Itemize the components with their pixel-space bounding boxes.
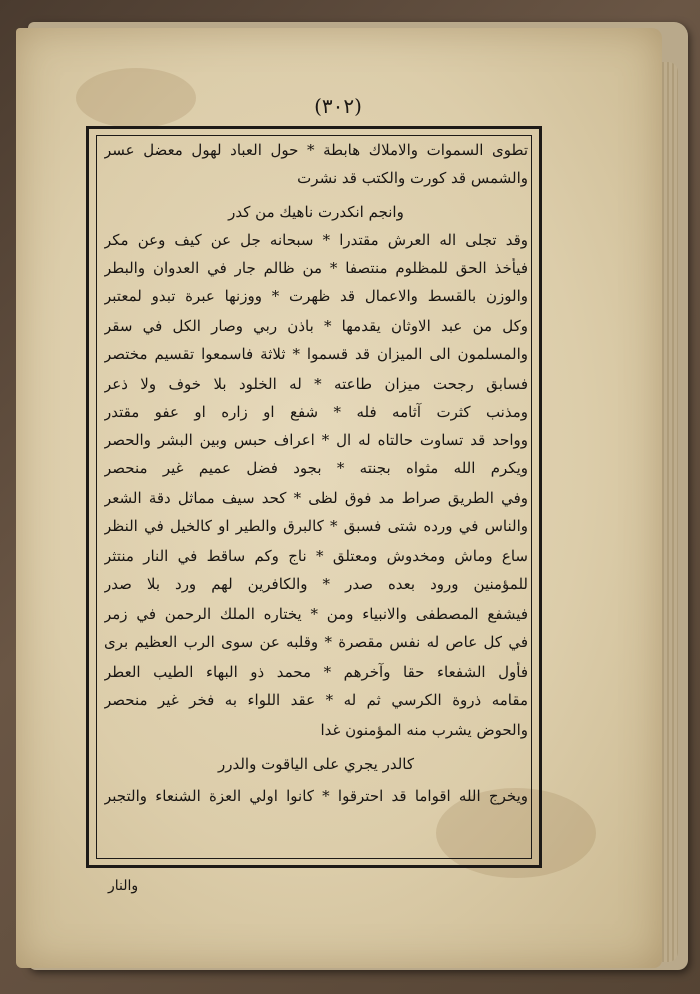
text-line: كالدر يجري على الياقوت والدرر [218, 755, 414, 773]
text-line: وكل من عبد الاوثان يقدمها * باذن ربي وصار الكل في سقر [104, 317, 528, 335]
text-line: والوزن بالقسط والاعمال قد ظهرت * ووزنها عبرة تبدو لمعتبر [104, 287, 528, 305]
text-line: والشمس قد كورت والكتب قد نشرت [297, 169, 528, 187]
text-line: والناس في ورده شتى فسبق * كالبرق والطير او كالخيل في النظر [104, 517, 528, 535]
text-line: فسابق رجحت ميزان طاعته * له الخلود بلا خوف ولا ذعر [104, 375, 528, 393]
text-line: ومذنب كثرت آثامه فله * شفع او زاره او عفو مقتدر [104, 403, 528, 421]
text-line: تطوى السموات والاملاك هابطة * حول العباد لهول معضل عسر [104, 141, 528, 159]
text-line: فيأخذ الحق للمظلوم منتصفا * من ظالم جار في العدوان والبطر [104, 259, 528, 277]
text-line: فأول الشفعاء حقا وآخرهم * محمد ذو البهاء الطيب العطر [104, 663, 528, 681]
text-line: ساع وماش ومخدوش ومعتلق * ناج وكم ساقط في النار منتثر [104, 547, 528, 565]
text-line: وواحد قد تساوت حالتاه له ال * اعراف حبس وبين البشر والحصر [104, 431, 528, 449]
page-number: (٣٠٢) [314, 94, 362, 118]
text-line: ويكرم الله مثواه بجنته * بجود فضل عميم غير منحصر [104, 459, 528, 477]
text-line: فيشفع المصطفى والانبياء ومن * يختاره الملك الرحمن في زمر [104, 605, 528, 623]
text-line: مقامه ذروة الكرسي ثم له * عقد اللواء به فخر غير منحصر [104, 691, 528, 709]
text-line: وقد تجلى اله العرش مقتدرا * سبحانه جل عن كيف وعن مكر [104, 231, 528, 249]
text-line: والمسلمون الى الميزان قد قسموا * ثلاثة فاسمعوا تقسيم مختصر [104, 345, 528, 363]
text-line: في كل عاص له نفس مقصرة * وقلبه عن سوى الرب العظيم برى [104, 633, 528, 651]
catchword: والنار [108, 878, 139, 894]
text-line: وانجم انكدرت ناهيك من كدر [228, 203, 404, 221]
text-block [100, 136, 532, 856]
text-line: والحوض يشرب منه المؤمنون غدا [320, 721, 528, 739]
text-line: للمؤمنين ورود بعده صدر * والكافرين لهم ورد بلا صدر [104, 575, 528, 593]
text-line: ويخرج الله اقواما قد احترقوا * كانوا اولي العزة الشنعاء والتجبر [104, 787, 528, 805]
text-line: وفي الطريق صراط مد فوق لظى * كحد سيف مماثل دقة الشعر [104, 489, 528, 507]
stain [76, 68, 196, 128]
